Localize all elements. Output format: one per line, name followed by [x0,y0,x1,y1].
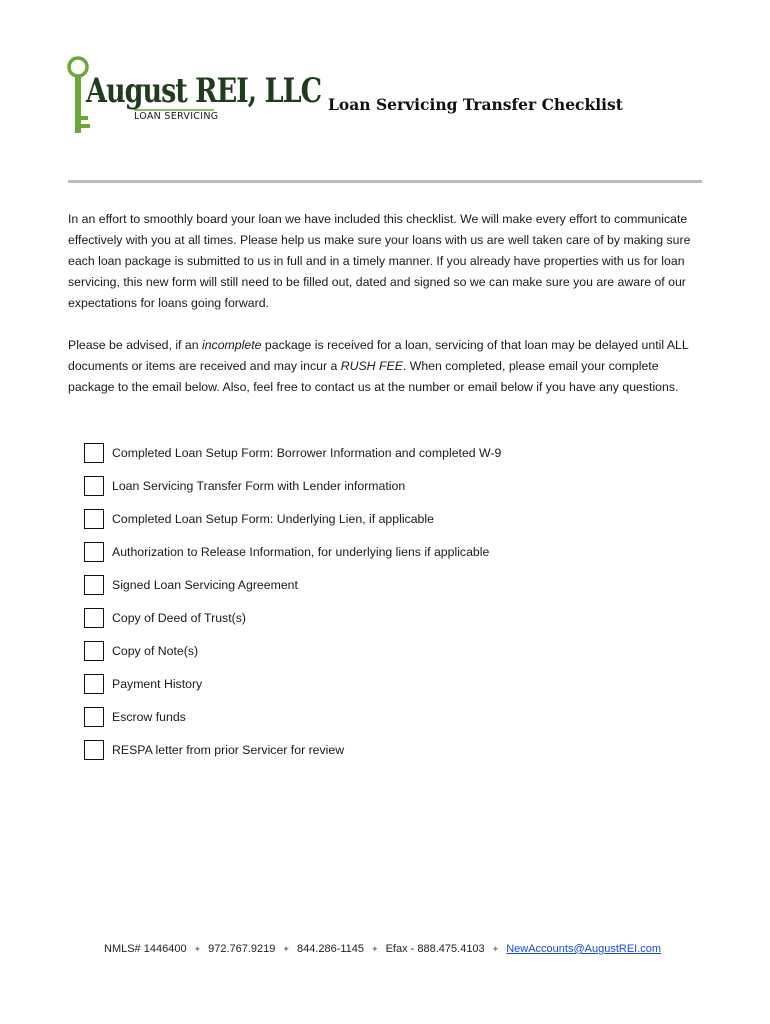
separator-icon: ✦ [193,944,202,954]
checklist-item-label: Completed Loan Setup Form: Borrower Information and completed W-9 [112,445,502,460]
checkbox[interactable] [84,443,104,463]
intro-paragraph: In an effort to smoothly board your loan we have included this checklist. We will make every effort to communicate effectively with you at all times. Please help us make sure your loans with us are well taken care of by making sure each loan package is submitted to us in full and in a timely manner. If you already have properties with us for loan servicing, this new form will still need to be filled out, dated and signed so we can make sure you are aware of our expectations for loans going forward. [68,212,691,310]
checkbox[interactable] [84,542,104,562]
checkbox[interactable] [84,641,104,661]
checklist-item [84,436,501,469]
incomplete-emphasis: incomplete [202,338,262,352]
checkbox[interactable] [84,575,104,595]
checklist-item [84,535,501,568]
checkbox[interactable] [84,674,104,694]
checklist-item-label: Payment History [112,676,203,691]
checklist-item [84,568,501,601]
rush-fee-emphasis: RUSH FEE [340,359,403,373]
checklist-item [84,469,501,502]
separator-icon: ✦ [491,944,500,954]
document-checklist [84,436,501,766]
checklist-item-label: Copy of Deed of Trust(s) [112,610,246,625]
header-divider [68,180,702,183]
checklist-item [84,502,501,535]
page-title: Loan Servicing Transfer Checklist [328,95,623,114]
checkbox[interactable] [84,509,104,529]
checklist-item [84,634,501,667]
logo-tagline: LOAN SERVICING [134,111,219,122]
checklist-item-label: Authorization to Release Information, for underlying liens if applicable [112,544,490,559]
phone-number: 972.767.9219 [208,943,276,955]
company-logo [66,56,322,138]
checkbox[interactable] [84,740,104,760]
checklist-item [84,667,501,700]
email-link[interactable]: NewAccounts@AugustREI.com [506,943,662,955]
checklist-item [84,733,501,766]
logo-wordmark: August REI, LLC [86,72,322,111]
checklist-item [84,700,501,733]
nmls-number: NMLS# 1446400 [104,943,187,955]
checkbox[interactable] [84,608,104,628]
efax-number: Efax - 888.475.4103 [385,943,485,955]
checkbox[interactable] [84,476,104,496]
checklist-item-label: RESPA letter from prior Servicer for review [112,742,345,757]
toll-free-number: 844.286-1145 [296,943,365,955]
checklist-item-label: Loan Servicing Transfer Form with Lender information [112,478,406,493]
checklist-item [84,601,501,634]
checklist-item-label: Copy of Note(s) [112,643,199,658]
separator-icon: ✦ [371,944,379,954]
contact-footer [104,943,661,955]
checklist-item-label: Signed Loan Servicing Agreement [112,577,298,592]
checklist-item-label: Completed Loan Setup Form: Underlying Lien, if applicable [112,511,434,526]
checkbox[interactable] [84,707,104,727]
checklist-item-label: Escrow funds [112,709,186,724]
notice-paragraph: Please be advised, if an incomplete package is received for a loan, servicing of that loan may be delayed until ALL documents or items are received and may incur a RUSH FEE. When completed, please email your complete package to the email below. Also, feel free to contact us at the number or email below if you have any questions. [68,338,689,394]
separator-icon: ✦ [282,944,290,954]
